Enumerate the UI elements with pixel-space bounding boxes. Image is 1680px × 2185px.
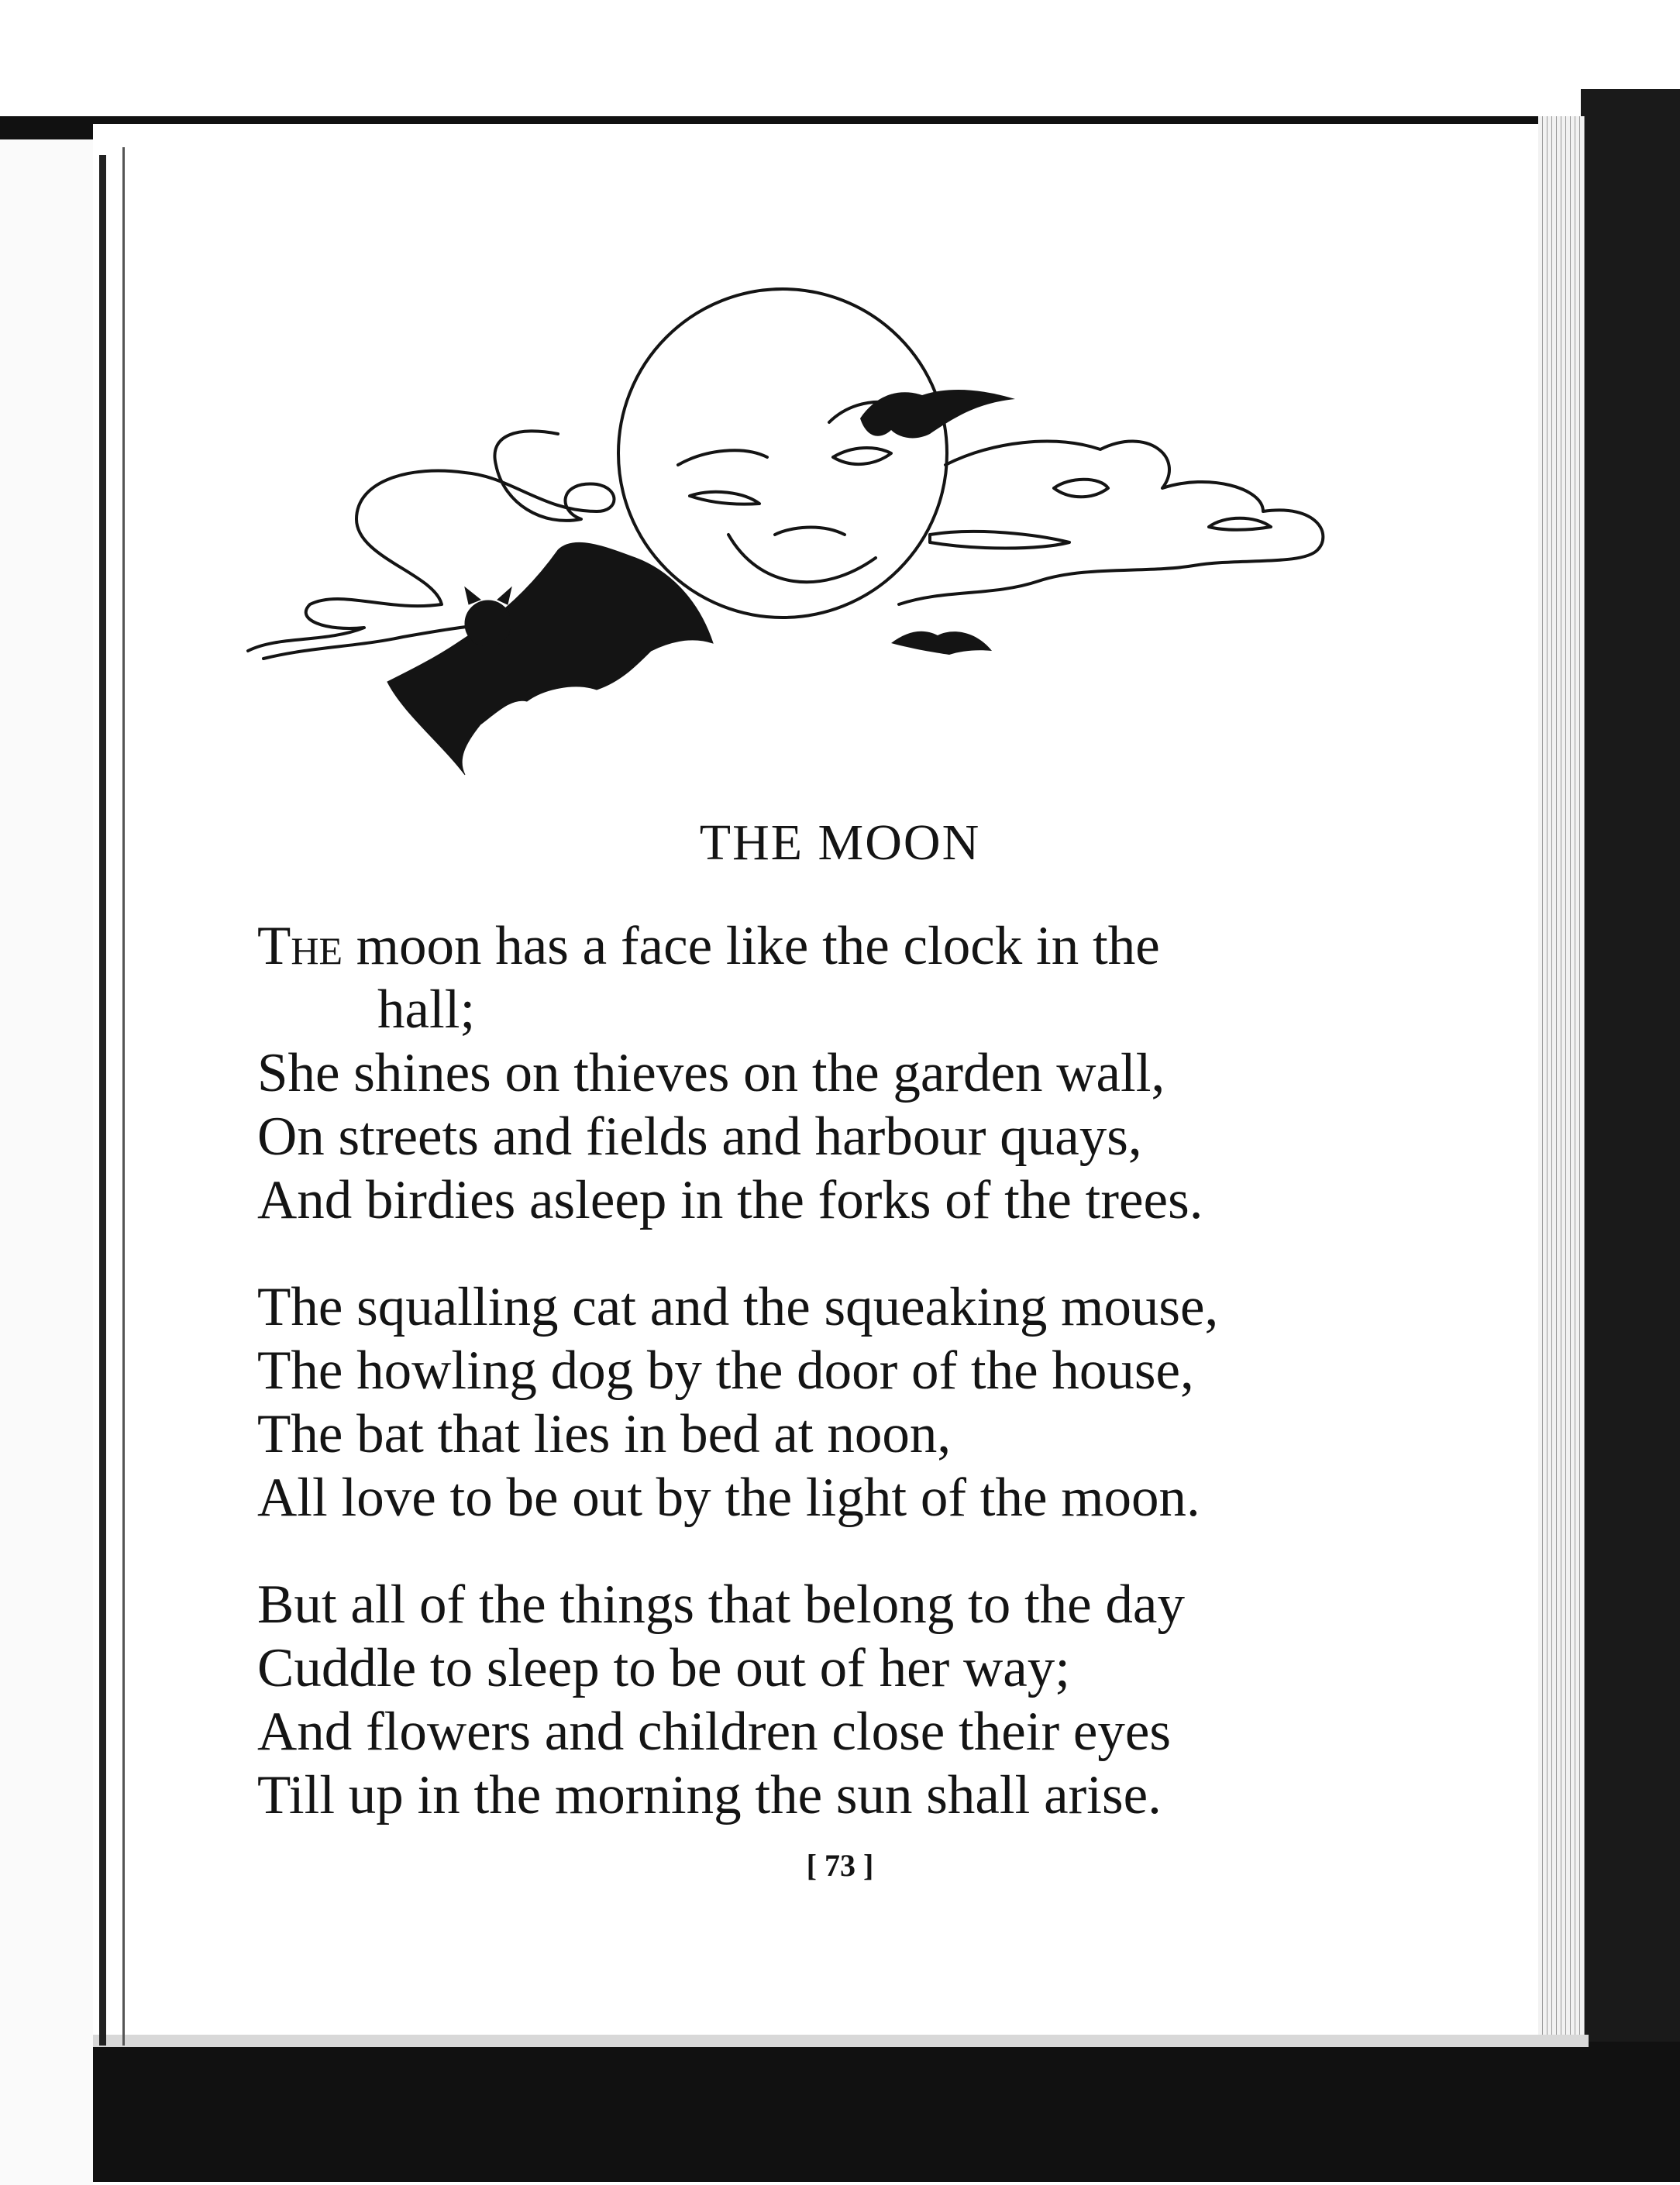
book-gutter bbox=[99, 155, 106, 2046]
poem-body bbox=[257, 914, 1420, 1827]
stanza-3 bbox=[257, 1573, 1420, 1827]
moon-eye-left bbox=[690, 492, 759, 504]
poem-line: Till up in the morning the sun shall arise. bbox=[257, 1765, 1162, 1825]
line-text: moon has a face like the clock in the bbox=[343, 916, 1160, 976]
poem-line: On streets and fields and harbour quays, bbox=[257, 1106, 1142, 1167]
poem-line: And birdies asleep in the forks of the trees. bbox=[257, 1170, 1203, 1230]
book-gutter-inner bbox=[122, 147, 125, 2046]
poem-line: But all of the things that belong to the day bbox=[257, 1574, 1185, 1635]
poem-title: THE MOON bbox=[699, 814, 981, 871]
poem-line: And flowers and children close their eyes bbox=[257, 1702, 1171, 1762]
stanza-gap bbox=[257, 1232, 1420, 1275]
stanza-gap bbox=[257, 1530, 1420, 1573]
book-cover-edge bbox=[1581, 89, 1680, 2042]
poem-line: Cuddle to sleep to be out of her way; bbox=[257, 1638, 1070, 1698]
stanza-2 bbox=[257, 1275, 1420, 1530]
small-bat-top bbox=[860, 390, 1015, 438]
stanza-1 bbox=[257, 914, 1420, 1232]
poem-line: The squalling cat and the squeaking mouse, bbox=[257, 1277, 1219, 1337]
drop-word: The bbox=[257, 916, 343, 976]
moon-mouth bbox=[728, 535, 876, 582]
small-bat-middle bbox=[891, 631, 992, 655]
moon-face bbox=[618, 289, 947, 618]
poem-line: The howling dog by the door of the house, bbox=[257, 1340, 1194, 1401]
poem-line: The bat that lies in bed at noon, bbox=[257, 1404, 952, 1464]
large-bat bbox=[387, 542, 713, 775]
moon-nose bbox=[775, 528, 845, 535]
poem-line: All love to be out by the light of the moon. bbox=[257, 1468, 1200, 1528]
page-number: [ 73 ] bbox=[806, 1848, 874, 1883]
moon-brow-left bbox=[678, 450, 767, 465]
page-bottom-edge bbox=[93, 2035, 1589, 2047]
poem-line: She shines on thieves on the garden wall, bbox=[257, 1043, 1165, 1103]
page-stack-edges bbox=[1538, 116, 1585, 2038]
moon-eye-right bbox=[833, 448, 891, 464]
poem-line bbox=[257, 914, 1420, 978]
poem-line: hall; bbox=[377, 979, 476, 1040]
right-cloud bbox=[899, 442, 1323, 604]
moon-illustration bbox=[232, 279, 1364, 790]
